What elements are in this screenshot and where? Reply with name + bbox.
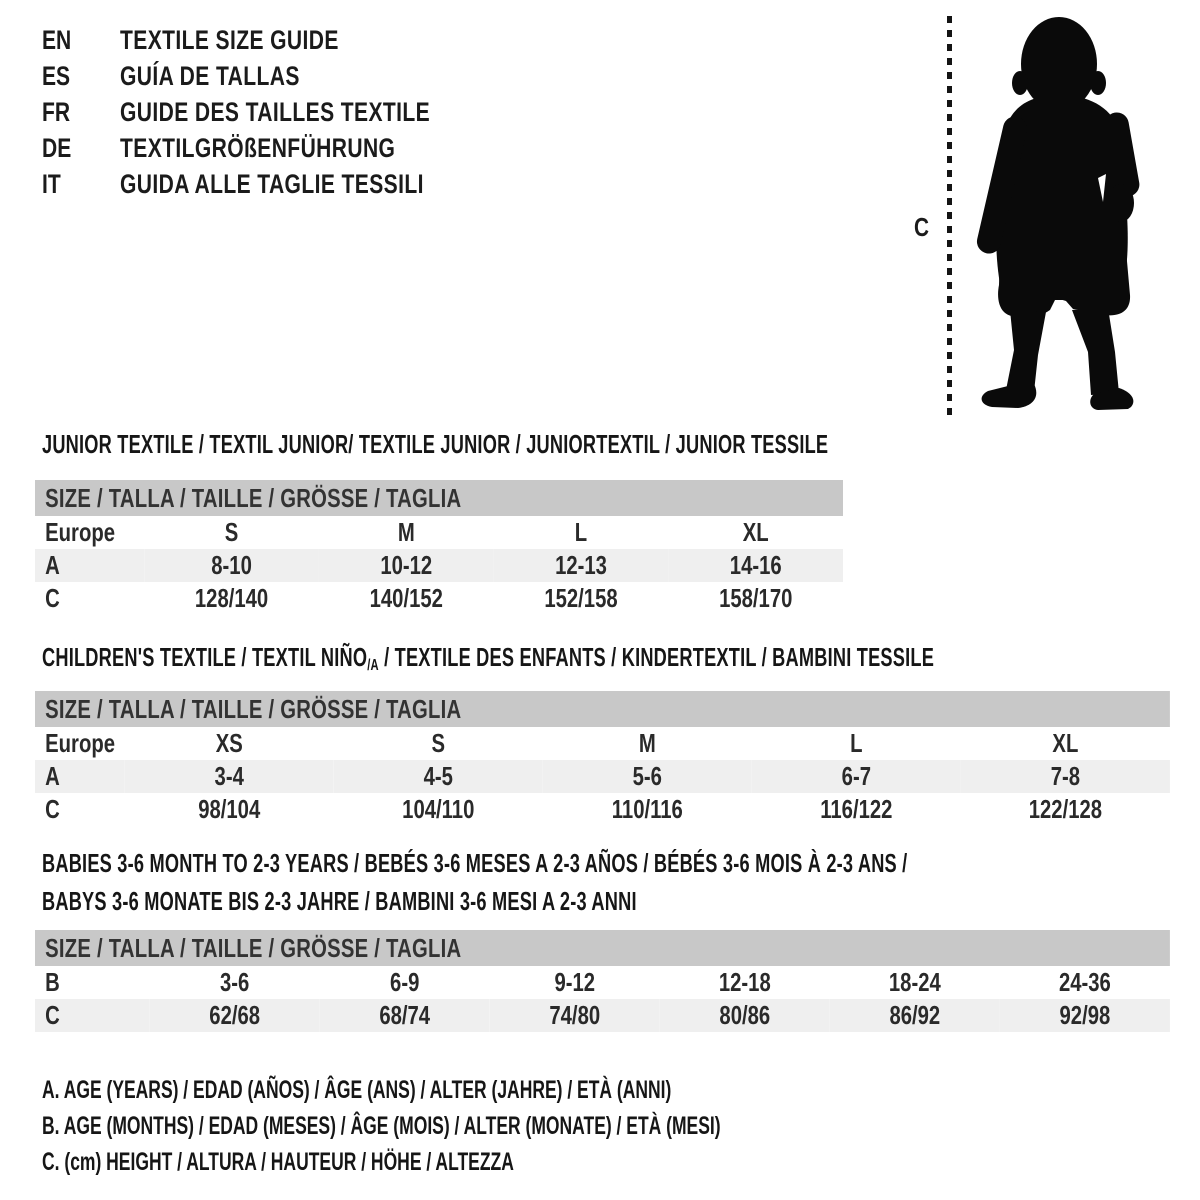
- size-header-cell: SIZE / TALLA / TAILLE / GRÖSSE / TAGLIA: [35, 691, 1170, 727]
- row-label-cell: A: [35, 760, 125, 793]
- size-value-cell: 4-5: [334, 760, 543, 793]
- junior-section-title: JUNIOR TEXTILE / TEXTIL JUNIOR/ TEXTILE JUNIOR / JUNIORTEXTIL / JUNIOR TESSILE: [42, 429, 829, 459]
- title-subscript: /A: [367, 657, 379, 674]
- size-value-cell: 98/104: [198, 794, 261, 824]
- size-value-cell: 7-8: [961, 760, 1170, 793]
- babies-size-table: [35, 930, 1170, 1032]
- size-label-cell: S: [431, 728, 446, 758]
- size-value-cell: 6-9: [390, 967, 420, 997]
- table-row: [35, 727, 1170, 760]
- title-text: / TEXTILE DES ENFANTS / KINDERTEXTIL / BAMBINI TESSILE: [378, 642, 935, 672]
- language-title-list: [42, 22, 430, 202]
- size-value-cell: 140/152: [369, 583, 443, 613]
- language-row: [42, 94, 430, 130]
- guide-title-de: TEXTILGRÖßENFÜHRUNG: [120, 133, 396, 163]
- row-label-cell: Europe: [45, 728, 116, 758]
- guide-title-fr: GUIDE DES TAILLES TEXTILE: [120, 97, 431, 127]
- language-code: IT: [42, 169, 61, 199]
- size-label-cell: S: [224, 517, 239, 547]
- size-header-cell: SIZE / TALLA / TAILLE / GRÖSSE / TAGLIA: [35, 480, 843, 516]
- size-value-cell: 3-6: [220, 967, 250, 997]
- size-value-cell: 14-16: [668, 549, 843, 582]
- size-label-cell: XL: [742, 517, 769, 547]
- size-value-cell: 110/116: [611, 794, 683, 824]
- size-value-cell: 18-24: [888, 967, 941, 997]
- toddler-silhouette-image: [958, 10, 1153, 422]
- size-header-cell: SIZE / TALLA / TAILLE / GRÖSSE / TAGLIA: [35, 930, 1170, 966]
- size-value-cell: 92/98: [1000, 999, 1170, 1032]
- size-value-cell: 6-7: [752, 760, 961, 793]
- babies-title-line1: BABIES 3-6 MONTH TO 2-3 YEARS / BEBÉS 3-6 MESES A 2-3 AÑOS / BÉBÉS 3-6 MOIS À 2-3 ANS /: [42, 848, 908, 878]
- junior-size-table: [35, 480, 843, 615]
- size-label-cell: M: [638, 728, 656, 758]
- size-label-cell: M: [397, 517, 415, 547]
- size-value-cell: 104/110: [402, 794, 475, 824]
- legend-line-b: B. AGE (MONTHS) / EDAD (MESES) / ÂGE (MOIS) / ALTER (MONATE) / ETÀ (MESI): [42, 1112, 721, 1140]
- size-header-row: [35, 691, 1170, 727]
- size-value-cell: 12-18: [718, 967, 771, 997]
- size-value-cell: 9-12: [554, 967, 596, 997]
- legend-line-a: A. AGE (YEARS) / EDAD (AÑOS) / ÂGE (ANS) / ALTER (JAHRE) / ETÀ (ANNI): [42, 1076, 672, 1104]
- size-value-cell: 74/80: [490, 999, 660, 1032]
- height-measure-label: C: [914, 212, 930, 242]
- size-value-cell: 86/92: [830, 999, 1000, 1032]
- language-row: [42, 130, 430, 166]
- language-row: [42, 58, 430, 94]
- size-header-row: [35, 930, 1170, 966]
- size-value-cell: 12-13: [494, 549, 669, 582]
- table-row: [35, 549, 843, 582]
- size-value-cell: 10-12: [319, 549, 494, 582]
- table-row: [35, 966, 1170, 999]
- size-value-cell: 24-36: [1058, 967, 1111, 997]
- measurement-legend: [42, 1072, 721, 1180]
- language-row: [42, 166, 430, 202]
- size-value-cell: 128/140: [194, 583, 269, 613]
- row-label-cell: C: [45, 583, 60, 613]
- size-label-cell: L: [574, 517, 588, 547]
- size-value-cell: 5-6: [543, 760, 752, 793]
- row-label-cell: B: [45, 967, 60, 997]
- size-value-cell: 3-4: [125, 760, 334, 793]
- row-label-cell: C: [35, 999, 150, 1032]
- size-label-cell: XS: [215, 728, 243, 758]
- children-size-table: [35, 691, 1170, 826]
- size-label-cell: L: [850, 728, 863, 758]
- table-row: [35, 793, 1170, 826]
- size-header-row: [35, 480, 843, 516]
- guide-title-en: TEXTILE SIZE GUIDE: [120, 25, 339, 55]
- guide-title-es: GUÍA DE TALLAS: [120, 61, 300, 91]
- language-code: ES: [42, 61, 71, 91]
- size-value-cell: 116/122: [820, 794, 893, 824]
- size-value-cell: 122/128: [1028, 794, 1103, 824]
- size-value-cell: 62/68: [150, 999, 320, 1032]
- language-code: FR: [42, 97, 71, 127]
- language-row: [42, 22, 430, 58]
- size-value-cell: 152/158: [544, 583, 618, 613]
- babies-section-title: [42, 844, 907, 920]
- height-measure-line: [947, 16, 952, 416]
- size-value-cell: 158/170: [719, 583, 793, 613]
- children-section-title: [42, 642, 934, 673]
- size-value-cell: 8-10: [144, 549, 319, 582]
- babies-title-line2: BABYS 3-6 MONATE BIS 2-3 JAHRE / BAMBINI 3-6 MESI A 2-3 ANNI: [42, 886, 637, 916]
- row-label-cell: Europe: [45, 517, 116, 547]
- size-value-cell: 68/74: [320, 999, 490, 1032]
- row-label-cell: C: [45, 794, 60, 824]
- table-row: [35, 999, 1170, 1032]
- table-row: [35, 760, 1170, 793]
- language-code: DE: [42, 133, 72, 163]
- language-code: EN: [42, 25, 72, 55]
- guide-title-it: GUIDA ALLE TAGLIE TESSILI: [120, 169, 424, 199]
- title-text: CHILDREN'S TEXTILE / TEXTIL NIÑO: [42, 642, 368, 672]
- size-value-cell: 80/86: [660, 999, 830, 1032]
- table-row: [35, 516, 843, 549]
- row-label-cell: A: [35, 549, 144, 582]
- legend-line-c: C. (cm) HEIGHT / ALTURA / HAUTEUR / HÖHE / ALTEZZA: [42, 1148, 514, 1176]
- size-label-cell: XL: [1052, 728, 1079, 758]
- table-row: [35, 582, 843, 615]
